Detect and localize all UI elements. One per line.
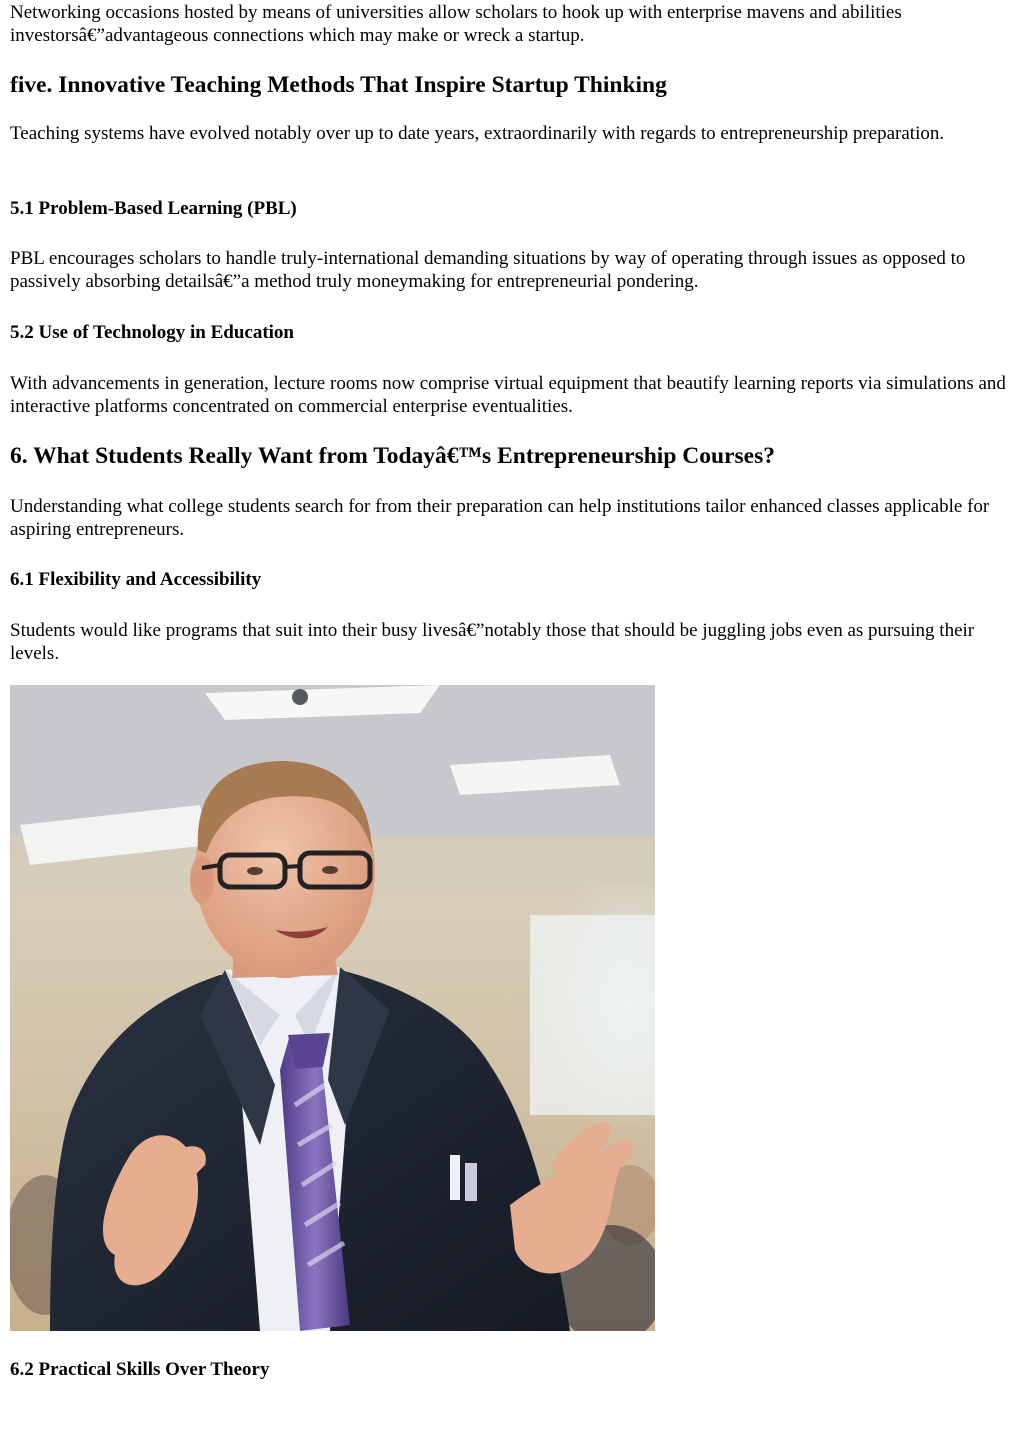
section-5-paragraph: Teaching systems have evolved notably over up to date years, extraordinarily with regards to entrepreneurship preparation. (10, 123, 945, 144)
subsection-6-1-paragraph: Students would like programs that suit into their busy livesâ€”notably those that should be juggling jobs even as pursuing their levels. (10, 620, 975, 664)
subsection-5-1-paragraph: PBL encourages scholars to handle truly-international demanding situations by way of operating through issues as opposed to passively absorbing detailsâ€”a method truly moneymaking for entrepreneurial pondering. (10, 248, 966, 292)
intro-paragraph: Networking occasions hosted by means of universities allow scholars to hook up with enterprise mavens and abilities investorsâ€”advantageous connections which may make or wreck a startup. (10, 2, 902, 46)
subsection-5-2-heading: 5.2 Use of Technology in Education (10, 322, 294, 343)
speaker-photo (10, 685, 655, 1331)
subsection-6-2-heading: 6.2 Practical Skills Over Theory (10, 1359, 270, 1380)
section-6-paragraph: Understanding what college students search for from their preparation can help institutions tailor enhanced classes applicable for aspiring entrepreneurs. (10, 496, 990, 540)
section-6-heading: 6. What Students Really Want from Todayâ€™s Entrepreneurship Courses? (10, 443, 775, 469)
subsection-5-2-paragraph: With advancements in generation, lecture rooms now comprise virtual equipment that beautify learning reports via simulations and interactive platforms concentrated on commercial enterprise eventualities. (10, 373, 1006, 417)
subsection-6-1-heading: 6.1 Flexibility and Accessibility (10, 569, 262, 590)
section-5-heading: five. Innovative Teaching Methods That Inspire Startup Thinking (10, 72, 667, 98)
subsection-5-1-heading: 5.1 Problem-Based Learning (PBL) (10, 198, 297, 219)
